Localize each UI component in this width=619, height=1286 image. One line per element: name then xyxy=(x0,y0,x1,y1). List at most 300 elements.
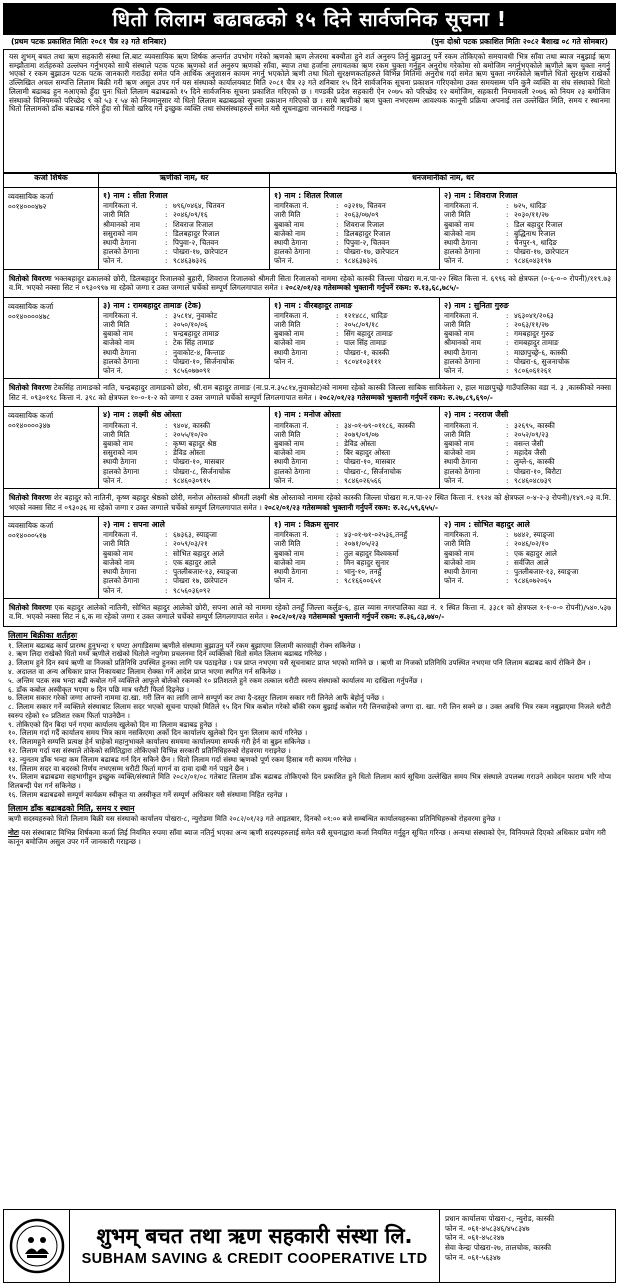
person-field xyxy=(103,348,265,357)
field-colon: : xyxy=(336,475,339,485)
collateral-row xyxy=(4,379,617,407)
person-field xyxy=(444,421,612,430)
person-heading: ४) नाम : लक्ष्मी श्रेष्ठ ओस्ता xyxy=(103,410,182,420)
field-colon: : xyxy=(165,366,168,376)
name-label: नाम xyxy=(284,410,296,420)
field-value: पोखरा-८, सिर्जनाचोक xyxy=(173,466,231,476)
field-value: २०३०/११/२७ xyxy=(514,210,549,220)
field-colon: : xyxy=(506,429,509,439)
person-field xyxy=(274,567,435,576)
field-colon: : xyxy=(336,567,339,577)
field-value: चैनपुर-९, धादिङ xyxy=(514,238,558,248)
person-field xyxy=(274,430,435,439)
field-colon: : xyxy=(165,338,168,348)
loan-table xyxy=(3,173,617,627)
condition-item: १३. न्युनतम डाँक भन्दा कम लिलाम बढाबढ गर्न दिन सकिने छैन । धितो लिलाम गर्दा संस्था ऋणको पूर्ण रकम हिसाब गरी कायम गरिनेछ । xyxy=(8,754,357,764)
account-number: ००१४००००३४७ xyxy=(8,421,51,431)
header-borrower: ऋणीको नाम, थर xyxy=(99,173,270,187)
schedule-title: लिलाम डाँक बढाबढको मिति, समय र स्थान xyxy=(8,803,135,813)
field-label: फोन नं. xyxy=(444,576,464,586)
person-heading: २) नाम : सुनिता गुरुङ xyxy=(444,300,509,310)
field-value: महादेव जैसी xyxy=(514,448,547,458)
person-field xyxy=(274,320,435,329)
field-colon: : xyxy=(165,210,168,220)
field-label: बुबाको नाम xyxy=(274,548,304,558)
person-field xyxy=(103,329,265,338)
field-label: नागरिकता नं. xyxy=(274,420,309,430)
person-field xyxy=(444,229,612,238)
field-value: ९८४६०७२०६५ xyxy=(514,576,552,586)
field-label: नागरिकता नं. xyxy=(103,310,138,320)
condition-item: ५. अन्तिम पटक सब भन्दा बढी कबोल गर्ने व्यक्तिले आफूले बोलेको रकमको १० प्रतिशतले हुने रकम तत्काल धरौटी स्वरुप संस्थाको कार्यालय मा दाखिला गर्नुपर्नेछ । xyxy=(8,675,423,685)
person-number: २) xyxy=(444,190,452,200)
field-label: जारी मिति xyxy=(103,429,130,439)
contact-info xyxy=(439,1210,615,1282)
person-field xyxy=(274,457,435,466)
field-colon: : xyxy=(336,219,339,229)
field-colon: : xyxy=(165,475,168,485)
field-value: ९८४६०२६५६६ xyxy=(344,475,382,485)
field-value: मिन बहादुर सुनार xyxy=(344,557,389,567)
field-label: स्थायी ठेगाना xyxy=(274,238,308,248)
condition-item: २. ऋण लिदा राखेको धितो मध्ये ऋणीले राखेको धितोले नपुगेमा प्रचलनमा दिने व्यक्तिको धितो समेत लिलाम बढाबढ गरिनेछ । xyxy=(8,649,327,659)
field-label: बाजेको नाम xyxy=(274,228,306,238)
field-value: ७२५, धादिङ xyxy=(514,201,547,211)
person-number: २) xyxy=(444,300,452,310)
field-label: फोन नं. xyxy=(103,256,123,266)
field-colon: : xyxy=(506,466,509,476)
field-label: नागरिकता नं. xyxy=(274,530,309,540)
person-heading: ३) नाम : रामबहादुर तामाङ (टेक) xyxy=(103,300,202,310)
field-label: स्थायी ठेगाना xyxy=(444,457,478,467)
field-colon: : xyxy=(506,438,509,448)
field-label: हालको ठेगाना xyxy=(274,466,311,476)
field-label: बुबाको नाम xyxy=(444,219,474,229)
field-colon: : xyxy=(165,310,168,320)
field-label: ससुराको नाम xyxy=(103,448,138,458)
condition-item: ४. अदालत वा अन्य अधिकार प्राप्त निकायबाट लिलाम रोक्का गर्ने आदेश प्राप्त भएमा स्थगित गर्न सकिनेछ । xyxy=(8,666,281,676)
condition-item: ८. लिलाम सकार गर्ने व्यक्तिले संस्थाबाट लिलाम सदर भएको सूचना पाएको मितिले १५ दिन भित्र कबोल गरेको बाँकी रकम बुझाई कबोल गरी लिनचाहेको जग्गा दा. खा. गरी लिन सक्ने छ । उक्त अवधि भित्र रकम नबुझाएमा निजले धरौटी स्वरुप रहेको १० प्रतिशत रकम फिर्ता पाउनेछैन । xyxy=(8,702,611,720)
field-label: स्थायी ठेगाना xyxy=(444,567,478,577)
person-field xyxy=(103,421,265,430)
field-value: २०५०/१०/०६ xyxy=(173,320,208,330)
person-name: विक्रम सुनार xyxy=(303,520,339,530)
cooperative-name-english: SUBHAM SAVING & CREDIT COOPERATIVE LTD xyxy=(81,1250,428,1267)
collateral-text: टेकसिंह तामाङको नाति, चन्द्रबहादुर तामाङको छोरा, श्री.राम बहादुर तामाङ (ना.प्र.न.३५८१४,नुवाकोट)को नाममा रहेको कास्की जिल्ला साबिक साविकेला २, हाल माछापुच्छ्रे गाउँपालिका वडा नं. ३ ,कास्कीको नक्सा सिट नं. ०९३०१९८ कित्ता नं. ३९८ को क्षेत्रफल १०-०-१-२ को जग्गा र उक्त जग्गाले चर्चेको सम्पूर्ण लिगलगापात समेत । xyxy=(9,383,612,402)
field-label: स्थायी ठेगाना xyxy=(444,238,478,248)
field-value: २०५२/०९/२३ xyxy=(514,429,549,439)
field-label: हालको ठेगाना xyxy=(444,356,481,366)
field-value: चन्द्रबहादुर तामाङ xyxy=(173,329,220,339)
loan-row xyxy=(4,517,617,599)
field-value: बुद्धिनाथ रिजाल xyxy=(514,228,556,238)
person-field xyxy=(103,467,265,476)
field-value: पिपुवा-२, चितवन xyxy=(344,238,390,248)
collateral-label: धितोको विवरणः xyxy=(9,383,52,393)
field-colon: : xyxy=(336,338,339,348)
collateral-text: एक बहादुर आलेको नातिनी, सोभित बहादुर आलेको छोरी, सपना आले को नाममा रहेको तनहुँ जिल्ला कर्लुङ-६, हाल व्यास नगरपालिका वडा नं. १ स्थित कित्ता नं. ३३८१ को क्षेत्रफल १-१-०-० रोपनी)/५४०.५३७ व.मि. भएको नक्सा सिट नं ६,क मा रहेको जग्गा र उक्त जग्गाले चर्चेको सम्पूर्ण लिगलगापात समेत । xyxy=(9,602,612,622)
person-field xyxy=(444,558,612,567)
person-field xyxy=(274,348,435,357)
field-colon: : xyxy=(336,329,339,339)
field-value: पुतलीबजार-१३, स्याङ्जा xyxy=(173,567,238,577)
field-label: स्थायी ठेगाना xyxy=(103,347,137,357)
field-label: हालको ठेगाना xyxy=(103,356,140,366)
collateral-text: शेर बहादुर को नातिनी, कृष्ण बहादुर श्रेष्ठको छोरी, मनोज ओस्ताको श्रीमती लक्ष्मी श्रेष्ठ ओस्ताको नाममा रहेको कास्की जिल्ला पोखरा म.न.पा-२२ स्थित कित्ता नं. १९२४ को क्षेत्रफल ०-४-२-३ रोपनी)/१४९.०३ व.मि. भएको नक्सा सिट नं ०९३०३६ मा रहेको जग्गा र उक्त जग्गाले चर्चेको सम्पूर्ण लिगलगापात समेत । xyxy=(9,493,612,512)
schedule-text: ऋणी सदस्यहरुको धितो लिलाम बिक्री यस संस्थाको कार्यालय पोखरा-८, न्युरोडमा मिति २०८२/०१/२३ गते आइतबार, दिनको ०१:०० बजे सम्बन्धित कार्यालयहरुका प्रतिनिधिहरुको रोहवरमा हुनेछ । xyxy=(8,813,501,823)
field-label: जारी मिति xyxy=(103,320,130,330)
field-label: जारी मिति xyxy=(274,210,301,220)
account-type: व्यवसायिक कर्जा xyxy=(8,191,54,201)
person-field xyxy=(444,457,612,466)
field-colon: : xyxy=(336,530,339,540)
field-value: पोखरा-१०, मासबार xyxy=(344,457,396,467)
amount-due: २०८२/०१/२३ गतेसम्मको भुक्तानी गर्नुपर्ने रकम: रु.२७,८९,६९०/- xyxy=(319,392,493,402)
field-value: १२१४८८, धादिङ xyxy=(344,310,388,320)
person-name: शिवराज रिजाल xyxy=(473,190,518,200)
field-colon: : xyxy=(165,356,168,366)
field-label: श्रीमानको नाम xyxy=(444,338,481,348)
field-colon: : xyxy=(336,466,339,476)
field-value: टेक सिंह तामाङ xyxy=(173,338,214,348)
field-label: नागरिकता नं. xyxy=(103,530,138,540)
field-colon: : xyxy=(165,530,168,540)
logo-emblem-icon xyxy=(9,1218,65,1274)
field-value: माछापुच्छ्रे-६, कास्की xyxy=(514,347,568,357)
person-field xyxy=(274,256,435,265)
condition-item: १. लिलाम बढाबढ कार्य प्रारम्भ हुनुभन्दा १ घण्टा अगाडिसम्म ऋणीले संस्थामा बुझाउनु पर्ने रकम बुझाएमा लिलामी कारवाही रोक्न सकिनेछ । xyxy=(8,640,361,650)
person-field xyxy=(103,586,265,595)
amount-due: २०८२/०१/२३ गतेसम्मको भुक्तानी गर्नुपर्ने रकम: रु.१३,६८,७८५/- xyxy=(285,283,460,293)
field-label: फोन नं. xyxy=(274,576,294,586)
person-number: ४) xyxy=(103,410,111,420)
field-colon: : xyxy=(506,256,509,266)
person-field xyxy=(444,329,612,338)
field-label: ससुराको नाम xyxy=(103,228,138,238)
field-label: हालको ठेगाना xyxy=(103,576,140,586)
person-name: लक्ष्मी श्रेष्ठ ओस्ता xyxy=(132,410,182,420)
field-value: ०३२१७, चितवन xyxy=(344,201,386,211)
person-name: सोभित बहादुर आले xyxy=(473,520,530,530)
person-field xyxy=(274,476,435,485)
cooperative-logo xyxy=(4,1210,70,1282)
field-colon: : xyxy=(506,539,509,549)
name-label: नाम xyxy=(454,190,466,200)
field-value: पिपुवा-२, चितवन xyxy=(173,238,219,248)
name-label: नाम xyxy=(113,410,125,420)
field-value: ९८५६०३६०९२ xyxy=(173,585,211,595)
person-field xyxy=(274,220,435,229)
person-field xyxy=(274,210,435,219)
field-value: ४६३०४१/२०६३ xyxy=(514,310,554,320)
field-label: जारी मिति xyxy=(274,429,301,439)
person-heading: १) नाम : मनोज ओस्ता xyxy=(274,410,341,420)
field-value: ३५८१४, नुवाकोट xyxy=(173,310,218,320)
field-value: ९४०४, कास्की xyxy=(173,420,211,430)
person-field xyxy=(103,210,265,219)
borrower-cell xyxy=(99,407,270,489)
field-value: ९८०६०६१२६१ xyxy=(514,366,552,376)
person-field xyxy=(103,539,265,548)
person-name: रामबहादुर तामाङ (टेक) xyxy=(132,300,202,310)
field-label: स्थायी ठेगाना xyxy=(274,567,308,577)
collateral-detail xyxy=(4,489,617,517)
field-label: बुबाको नाम xyxy=(274,329,304,339)
account-type: व्यवसायिक कर्जा xyxy=(8,521,54,531)
collateral-label: धितोको विवरणः xyxy=(9,602,52,612)
notice-title: धितो लिलाम बढाबढको १५ दिने सार्वजनिक सूचना ! xyxy=(3,3,616,35)
footer-banner xyxy=(3,1209,616,1283)
conditions-title: लिलाम बिक्रीका शर्तहरुः xyxy=(8,630,78,640)
field-label: बाजेको नाम xyxy=(274,557,306,567)
person-field xyxy=(103,558,265,567)
person-number: १) xyxy=(274,410,282,420)
field-value: सर्वजित आले xyxy=(514,557,549,567)
field-colon: : xyxy=(336,429,339,439)
field-value: पोखरा-१०, सिर्जनाचोक xyxy=(173,356,235,366)
field-colon: : xyxy=(506,457,509,467)
field-colon: : xyxy=(506,310,509,320)
field-colon: : xyxy=(506,356,509,366)
person-field xyxy=(444,238,612,247)
person-field xyxy=(444,220,612,229)
person-field xyxy=(444,530,612,539)
condition-item: ३. लिलाम हुने दिन स्वयं ऋणी वा निजको प्रतिनिधि उपस्थित हुनका लागि पत्र पठाइनेछ । पत्र प्राप्त नभएमा यसै सूचनाबाट प्राप्त भएको मानिने छ । ऋणी वा निजको प्रतिनिधि उपस्थित नभएमा पनि लिलाम बढाबढ कार्य रोकिने छैन । xyxy=(8,658,591,668)
condition-item: १४. लिलाम सदर वा बदरको निर्णय नभएसम्म धरौटी फिर्ता मागर्न वा दावा दाबी गर्न पाइने छैन । xyxy=(8,763,249,773)
field-colon: : xyxy=(336,457,339,467)
person-field xyxy=(103,338,265,347)
field-value: पोखरा-१७, छारेपाटन xyxy=(173,247,228,257)
guarantor-cell xyxy=(270,297,440,379)
note-text: यस संस्थाबाट विभिन्न शिर्षकमा कर्जा लिई नियमित रुपमा साँवा ब्याज नतिर्नु भएका अन्य ऋणी सदस्यहरुलाई समेत यसै सूचनाद्वारा कर्जा नियमित गर्नुहुन सूचित गरिन्छ । अन्यथा संस्थाको ऐन, विनियमले दिएको अधिकार प्रयोग गरी कानून बमोजिम असुल उपर गर्ने जानकारी गराइन्छ । xyxy=(8,827,606,846)
field-value: रामबहादुर तामाङ xyxy=(514,338,559,348)
field-colon: : xyxy=(506,548,509,558)
person-field xyxy=(274,530,435,539)
field-label: जारी मिति xyxy=(444,210,471,220)
field-value: पाल सिंह तामाङ xyxy=(344,338,387,348)
account-cell xyxy=(4,407,99,489)
condition-item: ९. तोकिएको दिन बिदा पर्न गएमा कार्यालय खुलेको दिन मा लिलाम बढाबढ हुनेछ । xyxy=(8,719,218,729)
person-name: सपना आले xyxy=(132,520,165,530)
field-value: एक बहादुर आले xyxy=(173,557,216,567)
field-label: नागरिकता नं. xyxy=(103,420,138,430)
guarantor-cell xyxy=(440,187,617,269)
account-cell xyxy=(4,297,99,379)
name-label: नाम xyxy=(113,300,125,310)
field-label: नागरिकता नं. xyxy=(274,201,309,211)
field-label: नागरिकता नं. xyxy=(444,420,479,430)
field-colon: : xyxy=(506,567,509,577)
field-label: फोन नं. xyxy=(274,475,294,485)
field-colon: : xyxy=(165,247,168,257)
field-label: फोन नं. xyxy=(103,585,123,595)
name-label: नाम xyxy=(454,300,466,310)
person-heading: १) नाम : विक्रम सुनार xyxy=(274,520,339,530)
person-heading: २) नाम : शिवराज रिजाल xyxy=(444,190,518,200)
note-section xyxy=(3,826,616,849)
field-colon: : xyxy=(506,228,509,238)
field-label: बाजेको नाम xyxy=(444,448,476,458)
field-colon: : xyxy=(506,247,509,257)
person-heading: १) नाम : शितल रिजाल xyxy=(274,190,342,200)
person-field xyxy=(444,247,612,256)
field-label: बुबाको नाम xyxy=(274,438,304,448)
field-value: शिवराज रिजाल xyxy=(173,219,214,229)
person-field xyxy=(274,247,435,256)
person-heading: २) नाम : सपना आले xyxy=(103,520,165,530)
field-value: ३२६९५, कास्की xyxy=(514,420,555,430)
field-value: ४३-०१-७१-०२५३६,तनहुँ xyxy=(344,530,408,540)
first-publication-date: (प्रथम पटक प्रकाशित मितिः २०८१ चैत्र २३ गते शनिबार) xyxy=(11,37,167,46)
amount-due: २०८२/०१/२३ गतेसम्मको भुक्तानी गर्नुपर्ने रकम: रु.३६,८३,७४०/- xyxy=(270,612,445,622)
field-label: फोन नं. xyxy=(444,366,464,376)
field-colon: : xyxy=(336,210,339,220)
person-number: १) xyxy=(274,300,282,310)
person-field xyxy=(274,338,435,347)
person-number: २) नाम xyxy=(103,520,125,530)
person-field xyxy=(444,311,612,320)
condition-item: १२. लिलाम गर्दा यस संस्थाले तोकेको समितिद्वारा तोकिएको विभिन्न सरकारी प्रतिनिधिहरुको रोहवरमा गराइनेछ । xyxy=(8,745,291,755)
field-label: स्थायी ठेगाना xyxy=(103,238,137,248)
person-field xyxy=(103,448,265,457)
person-field xyxy=(444,256,612,265)
person-field xyxy=(103,576,265,585)
guarantor-cell xyxy=(440,297,617,379)
person-field xyxy=(444,567,612,576)
person-heading: १) नाम : सीता रिजाल xyxy=(103,190,168,200)
field-label: बुबाको नाम xyxy=(103,438,133,448)
field-label: स्थायी ठेगाना xyxy=(444,347,478,357)
field-value: पोखरा-१७, छारेपाटन xyxy=(344,247,399,257)
person-field xyxy=(274,539,435,548)
field-label: जारी मिति xyxy=(103,539,130,549)
field-label: फोन नं. xyxy=(444,256,464,266)
name-label: नाम xyxy=(113,190,125,200)
contact-line: फोन नं. ०६१-४५८२४७ xyxy=(445,1233,505,1243)
field-value: ३४-०१-७९-०११८६, कास्की xyxy=(344,420,416,430)
field-colon: : xyxy=(336,238,339,248)
condition-item: ११. लिलामहुने सम्पत्ति प्रत्यक्ष हेर्न चाहेको महानुभावले कार्यालय समयमा कार्यालयमा सम्पर्क गरी हेर्न वा बुझ्न सकिनेछ । xyxy=(8,737,311,747)
person-field xyxy=(103,457,265,466)
field-colon: : xyxy=(506,201,509,211)
person-field xyxy=(444,320,612,329)
person-heading: १) नाम : वीरबहादुर तामाङ xyxy=(274,300,353,310)
person-field xyxy=(274,357,435,366)
collateral-text: भक्तबहादुर ढकालको छोरी, डिलबहादुर रिजालको बुहारी, शिवराज रिजालको श्रीमती सिता रिजालको नाममा रहेको कास्की जिल्ला पोखरा म.न.पा-२२ स्थित कित्ता नं. ६९९६ को क्षेत्रफल (०-६-०-० रोपनी)/११९.७३ व.मि. भएको नक्सा सिट नं ०९३०९९७ मा रहेको जग्गा र उक्त जग्गाले चर्चेको सम्पूर्ण लिगलगापात समेत । xyxy=(9,273,612,293)
field-label: जारी मिति xyxy=(274,539,301,549)
field-label: हालको ठेगाना xyxy=(103,466,140,476)
person-name: सीता रिजाल xyxy=(132,190,168,200)
person-field xyxy=(103,549,265,558)
field-colon: : xyxy=(336,356,339,366)
field-label: बुबाको नाम xyxy=(444,548,474,558)
field-value: पोखरा-१७, छारेपाटन xyxy=(514,247,569,257)
field-colon: : xyxy=(506,219,509,229)
person-field xyxy=(103,238,265,247)
name-label: नाम xyxy=(284,190,296,200)
person-field xyxy=(274,238,435,247)
field-colon: : xyxy=(165,420,168,430)
field-colon: : xyxy=(506,347,509,357)
person-field xyxy=(444,430,612,439)
field-label: बाजेको नाम xyxy=(444,557,476,567)
field-label: जारी मिति xyxy=(444,320,471,330)
field-value: २०४६/०२/१० xyxy=(514,539,549,549)
field-label: जारी मिति xyxy=(444,539,471,549)
person-field xyxy=(444,348,612,357)
person-field xyxy=(444,439,612,448)
person-name: सुनिता गुरुङ xyxy=(473,300,509,310)
person-field xyxy=(274,311,435,320)
field-label: स्थायी ठेगाना xyxy=(274,347,308,357)
field-label: हालको ठेगाना xyxy=(444,247,481,257)
cooperative-name-nepali: शुभम् बचत तथा ऋण सहकारी संस्था लि. xyxy=(96,1224,413,1249)
field-colon: : xyxy=(165,567,168,577)
person-field xyxy=(103,366,265,375)
field-value: २०७१/०५/२३ xyxy=(344,539,379,549)
loan-row xyxy=(4,297,617,379)
person-field xyxy=(274,558,435,567)
field-value: २०६३/११/२७ xyxy=(514,320,549,330)
auction-conditions xyxy=(3,629,616,802)
field-label: हालको ठेगाना xyxy=(103,247,140,257)
second-publication-date: (पुनः दोश्रो पटक प्रकाशित मितिः २०८२ बैशाख ०८ गते सोमबार) xyxy=(430,37,608,46)
person-field xyxy=(103,430,265,439)
field-value: ९८४६३७३२६ xyxy=(344,256,378,266)
person-field xyxy=(103,229,265,238)
field-colon: : xyxy=(165,466,168,476)
account-number: ००१४००००४७८ xyxy=(8,311,51,321)
field-colon: : xyxy=(336,438,339,448)
field-label: बुबाको नाम xyxy=(103,548,133,558)
field-colon: : xyxy=(336,576,339,586)
person-field xyxy=(274,201,435,210)
field-value: २०४६/०९/१६ xyxy=(173,210,208,220)
field-colon: : xyxy=(506,576,509,586)
field-label: जारी मिति xyxy=(103,210,130,220)
field-colon: : xyxy=(336,256,339,266)
field-colon: : xyxy=(336,320,339,330)
field-value: डिलबहादुर रिजाल xyxy=(344,228,391,238)
field-colon: : xyxy=(336,557,339,567)
person-field xyxy=(444,467,612,476)
field-label: नागरिकता नं. xyxy=(274,310,309,320)
name-label: नाम xyxy=(454,410,466,420)
contact-line: सेवा केन्द्रः पोखरा-२७, तालचोक, कास्की xyxy=(445,1242,552,1252)
field-value: ६७३६३, स्याङ्जा xyxy=(173,530,217,540)
field-value: गमबहादुर गुरुङ xyxy=(514,329,555,339)
field-value: २०७९/०९/०७ xyxy=(344,429,379,439)
collateral-label: धितोको विवरणः xyxy=(9,273,52,283)
field-label: स्थायी ठेगाना xyxy=(103,567,137,577)
field-colon: : xyxy=(165,585,168,595)
field-colon: : xyxy=(336,310,339,320)
field-value: पोखरा-१, कास्की xyxy=(344,347,390,357)
conditions-list xyxy=(8,642,611,800)
field-value: पोखरा-१०, बिरौटा xyxy=(514,466,562,476)
contact-line: प्रधान कार्यालयः पोखरा-८, न्युरोड, कास्की xyxy=(445,1214,555,1223)
name-label: नाम xyxy=(284,300,296,310)
field-colon: : xyxy=(165,548,168,558)
person-name: मनोज ओस्ता xyxy=(303,410,341,420)
person-heading: २) नाम : सोभित बहादुर आले xyxy=(444,520,530,530)
person-field xyxy=(103,256,265,265)
field-value: पोखरा-६, सुजनाचोक xyxy=(514,356,570,366)
condition-item: १६. लिलाम बढाबढको सम्पूर्ण कार्यक्रम स्वीकृत या अस्वीकृत गर्ने सम्पूर्ण अधिकार यसै संस्थामा निहित रहनेछ । xyxy=(8,789,288,799)
person-field xyxy=(103,220,265,229)
field-value: सिंग बहादुर तामाङ xyxy=(344,329,393,339)
field-label: स्थायी ठेगाना xyxy=(103,457,137,467)
